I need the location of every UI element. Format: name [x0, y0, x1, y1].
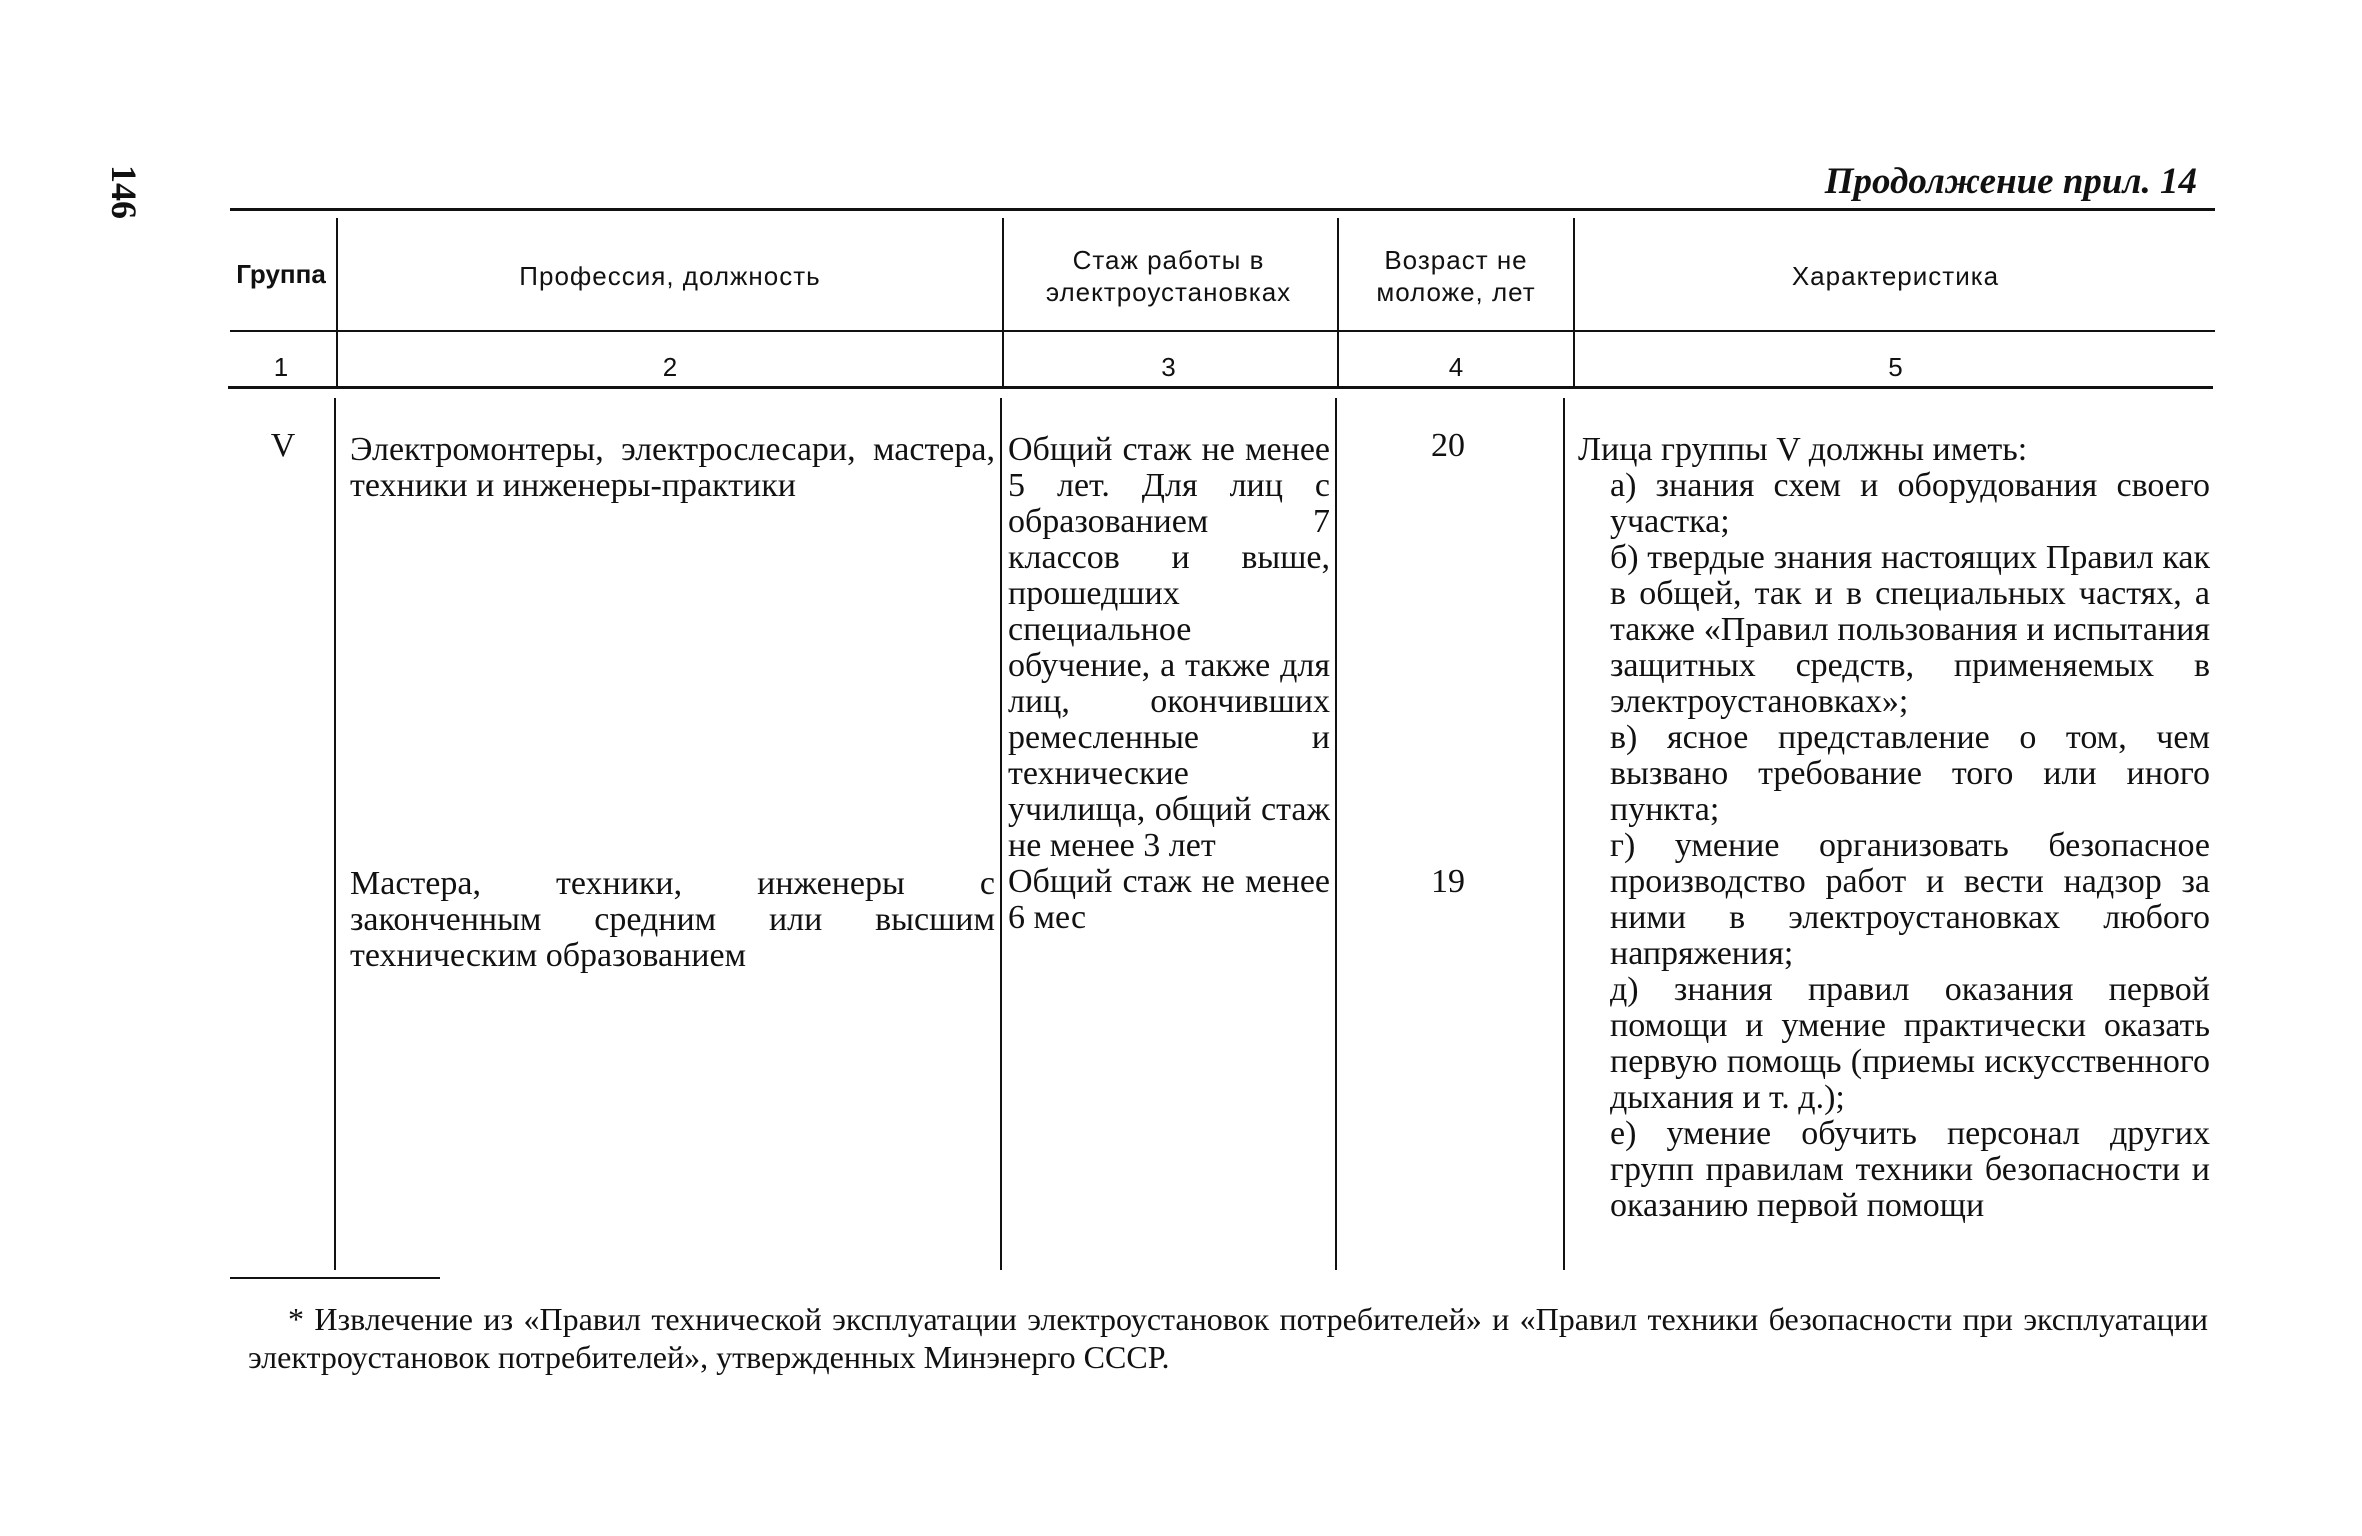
- col-divider-3-body: [1335, 398, 1337, 1270]
- table-top-rule: [230, 208, 2215, 211]
- col-divider-3: [1337, 218, 1339, 386]
- characteristic-item-d: д) знания правил оказания первой помощи и умение практически оказать первую помощь (приемы искусственного дыхания и т. д.);: [1610, 971, 2210, 1116]
- characteristic-item-v: в) ясное представление о том, чем вызвано требование того или иного пункта;: [1610, 719, 2210, 828]
- col-divider-4-body: [1563, 398, 1565, 1270]
- characteristic-item-a: а) знания схем и оборудования своего участка;: [1610, 467, 2210, 540]
- running-head: Продолжение прил. 14: [1824, 161, 2197, 202]
- col-divider-1: [336, 218, 338, 386]
- column-header-group: Группа: [236, 259, 326, 289]
- column-header-age: Возраст не моложе, лет: [1376, 245, 1536, 307]
- characteristic-item-e: е) умение обучить персонал других групп правилам техники безопасности и оказанию первой помощи: [1610, 1115, 2210, 1224]
- column-number-1: 1: [273, 352, 289, 382]
- numbers-bottom-rule: [228, 386, 2213, 389]
- column-number-4: 4: [1448, 352, 1464, 382]
- characteristic-cell: [1578, 432, 2210, 1224]
- row-1-profession: Электромонтеры, электрослесари, мастера, техники и инженеры-практики: [350, 431, 995, 504]
- row-1-age: 20: [1431, 427, 1465, 464]
- column-header-experience: Стаж работы в электроустановках: [1045, 245, 1292, 307]
- row-2-experience: Общий стаж не менее 6 мес: [1008, 863, 1330, 936]
- column-number-5: 5: [1888, 352, 1903, 382]
- footnote: * Извлечение из «Правил технической эксплуатации электроустановок потребителей» и «Правил техники безопасности при эксплуатации электроустановок потребителей», утвержденных Минэнерго СССР.: [248, 1301, 2208, 1375]
- col-divider-2: [1002, 218, 1004, 386]
- column-number-2: 2: [662, 352, 678, 382]
- column-header-profession: Профессия, должность: [519, 261, 821, 291]
- col-divider-4: [1573, 218, 1575, 386]
- row-2-age: 19: [1431, 863, 1465, 900]
- column-number-3: 3: [1161, 352, 1176, 382]
- row-2-profession: Мастера, техники, инженеры с законченным средним или высшим техническим образованием: [350, 865, 995, 974]
- characteristic-item-b: б) твердые знания настоящих Правил как в общей, так и в специальных частях, а также «Правил пользования и испытания защитных средств, применяемых в электроустановках»;: [1610, 539, 2210, 720]
- footnote-rule: [230, 1277, 440, 1279]
- row-1-experience: Общий стаж не менее 5 лет. Для лиц с образованием 7 классов и выше, прошедших специальное обучение, а также для лиц, окончивших ремесленные и технические училища, общий стаж не менее 3 лет: [1008, 431, 1330, 864]
- group-value: V: [270, 427, 296, 464]
- characteristic-intro: Лица группы V должны иметь:: [1578, 431, 2028, 468]
- col-divider-1-body: [334, 398, 336, 1270]
- characteristic-item-g: г) умение организовать безопасное производство работ и вести надзор за ними в электроустановках любого напряжения;: [1610, 827, 2210, 972]
- page-number: 146: [104, 165, 144, 219]
- column-header-characteristic: Характеристика: [1791, 261, 2000, 291]
- col-divider-2-body: [1000, 398, 1002, 1270]
- header-bottom-rule: [230, 330, 2215, 332]
